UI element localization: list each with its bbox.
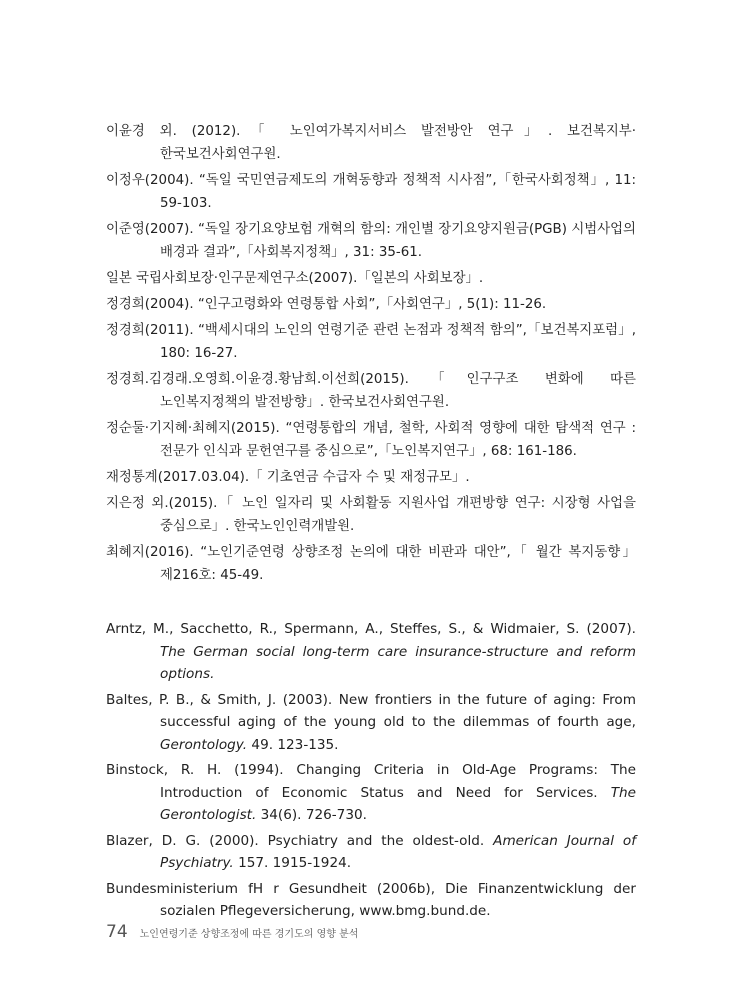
reference-item: 재정통계(2017.03.04).「 기초연금 수급자 수 및 재정규모」. (106, 470, 470, 485)
reference-item: 지은정 외.(2015).「 노인 일자리 및 사회활동 지원사업 개편방향 연구: 시장형 사업을 중심으로」. 한국노인인력개발원. (106, 496, 636, 534)
reference-item: 이준영(2007). “독일 장기요양보험 개혁의 함의: 개인별 장기요양지원금(PGB) 시범사업의 배경과 결과”,「사회복지정책」, 31: 35-61. (106, 222, 636, 260)
reference-text: 34(6). 726-730. (256, 807, 367, 823)
section-gap (106, 590, 636, 618)
reference-item: 정경희(2011). “백세시대의 노인의 연령기준 관련 논점과 정책적 함의”,「보건복지포럼」, 180: 16-27. (106, 323, 636, 361)
running-title: 노인연령기준 상향조정에 따른 경기도의 영향 분석 (139, 929, 359, 940)
reference-item: 일본 국립사회보장·인구문제연구소(2007).「일본의 사회보장」. (106, 271, 484, 286)
reference-item (106, 618, 636, 686)
reference-item: 정순둘·기지혜·최혜지(2015). “연령통합의 개념, 철학, 사회적 영향에 대한 탐색적 연구 : 전문가 인식과 문헌연구를 중심으로”,「노인복지연구」, 68: 161-186. (106, 421, 636, 459)
reference-item (106, 878, 636, 923)
reference-item: 최혜지(2016). “노인기준연령 상향조정 논의에 대한 비판과 대안”,「 월간 복지동향」제216호: 45-49. (106, 545, 636, 583)
reference-list (106, 120, 636, 926)
reference-item: 정경희(2004). “인구고령화와 연령통합 사회”,「사회연구」, 5(1): 11-26. (106, 297, 547, 312)
reference-italic-title: The German social long-term care insurance-structure and reform options. (160, 643, 636, 682)
reference-item: 이정우(2004). “독일 국민연금제도의 개혁동향과 정책적 시사점”,「한국사회정책」, 11: 59-103. (106, 173, 636, 211)
reference-item (106, 689, 636, 757)
reference-italic-title: The Gerontologist. (160, 784, 636, 823)
page-number: 74 (106, 922, 128, 942)
reference-item: 이윤경 외. (2012).「 노인여가복지서비스 발전방안 연구」. 보건복지부·한국보건사회연구원. (106, 124, 636, 162)
reference-text: Arntz, M., Sacchetto, R., Spermann, A., Steffes, S., & Widmaier, S. (2007). (106, 621, 636, 637)
reference-item (106, 830, 636, 875)
reference-text: 49. 123-135. (247, 736, 339, 753)
reference-text: Bundesministerium fH r Gesundheit (2006b), Die Finanzentwicklung der sozialen Pflegeversicherung, www.bmg.bund.de. (106, 880, 636, 919)
reference-text: Blazer, D. G. (2000). Psychiatry and the oldest-old. (106, 832, 494, 849)
reference-italic-title: Gerontology. (160, 736, 248, 753)
reference-text: Binstock, R. H. (1994). Changing Criteria in Old-Age Programs: The Introduction of Economic Status and Need for Services. (106, 762, 636, 801)
reference-text: 157. 1915-1924. (233, 855, 352, 871)
reference-item (106, 759, 636, 827)
reference-text: Baltes, P. B., & Smith, J. (2003). New frontiers in the future of aging: From successful aging of the young old to the dilemmas of fourth age, (106, 691, 636, 730)
reference-italic-title: American Journal of Psychiatry. (160, 832, 637, 871)
page-footer (106, 922, 358, 942)
reference-item: 정경희.김경래.오영희.이윤경.황남희.이선희(2015).「인구구조 변화에 따른 노인복지정책의 발전방향」. 한국보건사회연구원. (106, 372, 636, 410)
